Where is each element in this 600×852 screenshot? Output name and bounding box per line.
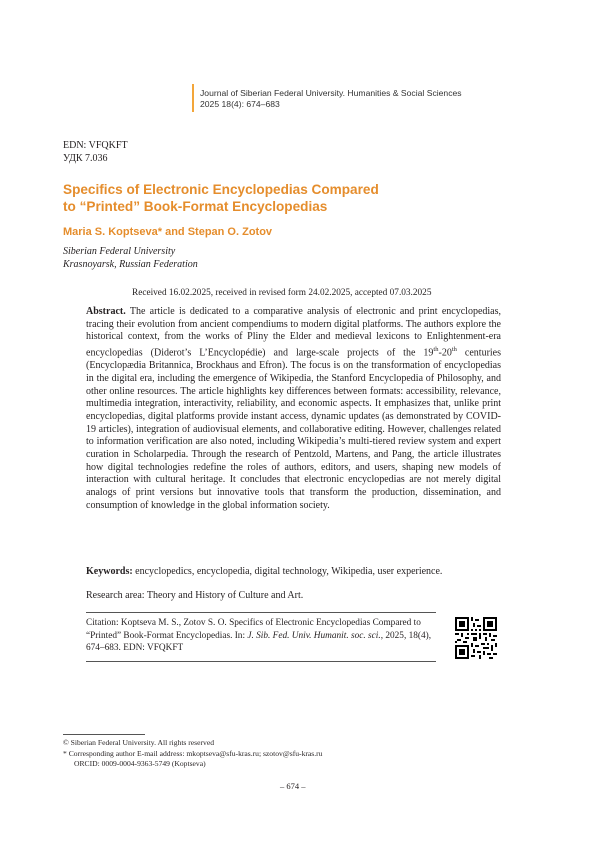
orcid-note: ORCID: 0009-0004-9363-5749 (Koptseva) [74, 759, 206, 768]
footnotes [63, 738, 463, 770]
qr-code [455, 617, 497, 659]
authors: Maria S. Koptseva* and Stepan O. Zotov [63, 226, 273, 238]
copyright-note: © Siberian Federal University. All rights reserved [63, 738, 214, 747]
identifiers [63, 139, 128, 165]
abstract-text-2: centuries (Encyclopædia Britannica, Brockhaus and Efron). The focus is on the transformation of encyclopedias in the digital era, including the emergence of Wikipedia, the Stanford Encyclopedia of Philosophy, and other online resources. The article highlights key differences between formats: accessibility, relevance, multimedia integration, interactivity, reliability, and economic aspects. It emphasizes that, unlike print encyclopedias, digital platforms provide instant access, dynamic updates (as demonstrated by COVID-19 articles), integration of audiovisual elements, and collaborative editing. However, challenges related to information verification are also noted, including Wikipedia’s multi-tiered review system and expert curation in Scholarpedia. Through the research of Pentzold, Martens, and Pang, the article illustrates how digital technologies redefine the roles of authors, editors, and users, shaping new models of interaction with cultural heritage. It concludes that electronic encyclopedias are not merely digital analogs of print versions but innovative tools that transform the production, dissemination, and consumption of knowledge in the global information society. [86, 347, 502, 511]
journal-accent-bar [192, 84, 194, 112]
received-dates: Received 16.02.2025, received in revised form 24.02.2025, accepted 07.03.2025 [132, 288, 432, 298]
edn-code: EDN: VFQKFT [63, 140, 128, 151]
abstract-label: Abstract. [86, 306, 126, 317]
citation-journal: J. Sib. Fed. Univ. Humanit. soc. sci. [247, 630, 381, 641]
keywords-text: encyclopedics, encyclopedia, digital technology, Wikipedia, user experience. [132, 566, 443, 577]
affiliation-place: Krasnoyarsk, Russian Federation [63, 259, 198, 270]
keywords [86, 565, 506, 578]
journal-issue: 2025 18(4): 674–683 [200, 99, 280, 109]
abstract-sup-2: th [451, 346, 457, 354]
journal-header [200, 88, 500, 110]
affiliation-org: Siberian Federal University [63, 246, 176, 257]
title-line-1: Specifics of Electronic Encyclopedias Compared [63, 182, 379, 197]
page-number: – 674 – [280, 781, 306, 791]
abstract-text-1: The article is dedicated to a comparative analysis of electronic and print encyclopedias, tracing their evolution from ancient compendiums to modern digital platforms. The authors explore the historical context, from the works of Pliny the Elder and medieval lexicons to Enlightenment-era encyclopedias (Diderot’s L’Encyclopédie) and large-scale projects of the 19 [86, 306, 501, 359]
title-line-2: to “Printed” Book-Format Encyclopedias [63, 199, 328, 214]
article-title [63, 181, 443, 215]
citation-text-2: , 2025, 18(4), 674–683. EDN: VFQKFT [86, 630, 432, 653]
footnote-rule [63, 734, 145, 735]
citation-text-1: Citation: Koptseva M. S., Zotov S. O. Specifics of Electronic Encyclopedias Compared to “Printed” Book-Format Encyclopedias. In: [86, 618, 421, 641]
abstract-text-mid: -20 [438, 347, 452, 359]
research-area: Research area: Theory and History of Culture and Art. [86, 590, 304, 601]
keywords-label: Keywords: [86, 566, 133, 577]
udk-code: УДК 7.036 [63, 153, 108, 164]
citation-rule-top [86, 612, 436, 613]
citation [86, 617, 441, 655]
abstract-sup-1: th [433, 346, 439, 354]
abstract [86, 306, 501, 513]
affiliation [63, 245, 198, 271]
journal-name: Journal of Siberian Federal University. Humanities & Social Sciences [200, 88, 462, 98]
citation-rule-bottom [86, 661, 436, 662]
corresponding-author-note: * Corresponding author E-mail address: mkoptseva@sfu-kras.ru; szotov@sfu-kras.ru [63, 748, 323, 758]
